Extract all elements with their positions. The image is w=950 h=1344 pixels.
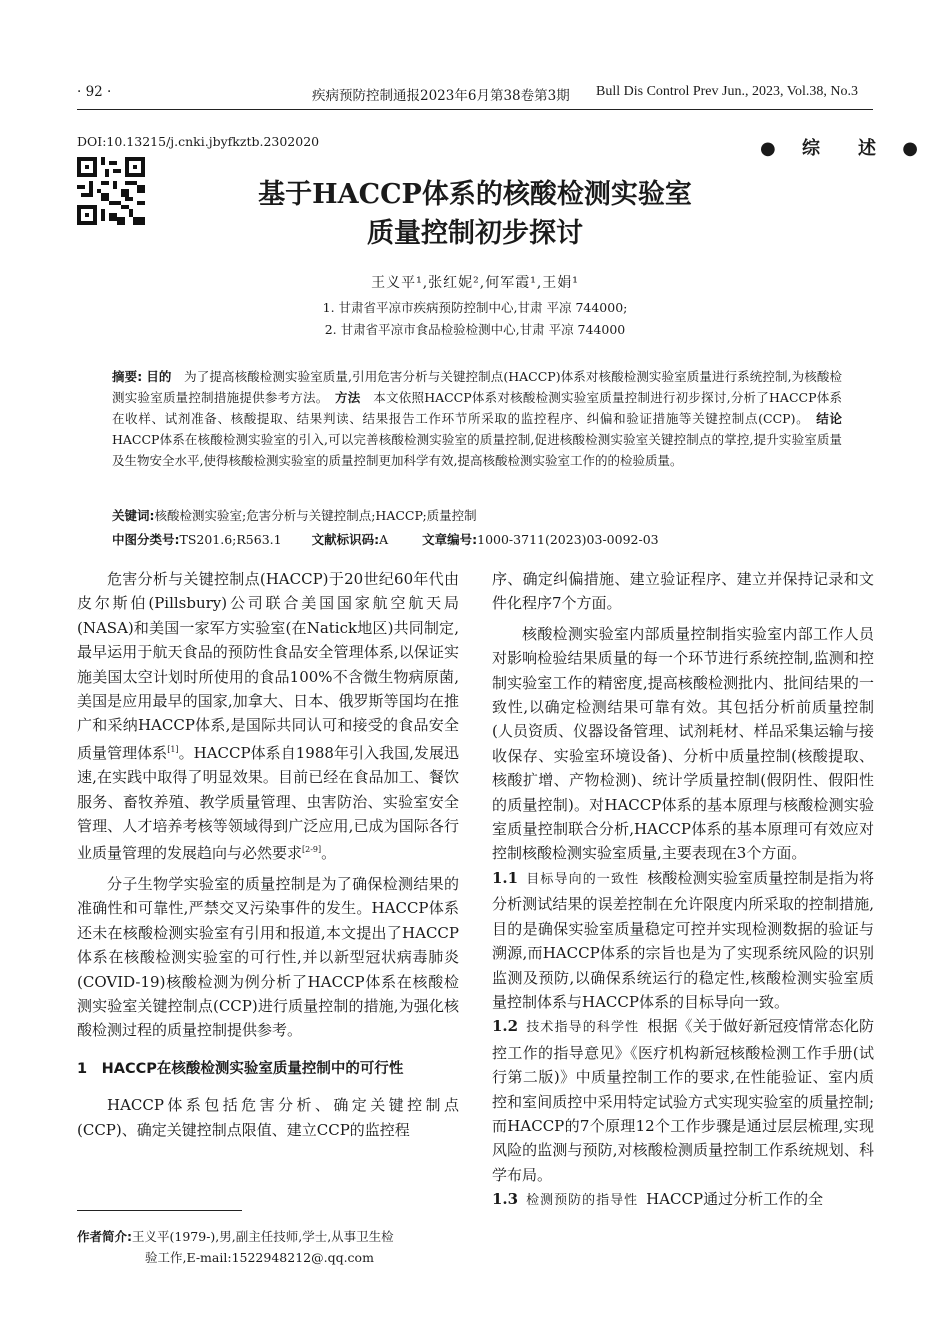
method-label: 方法	[335, 390, 361, 405]
keywords-label: 关键词:	[112, 508, 155, 523]
abstract-label: 摘要:	[112, 369, 143, 384]
subsection-1-1: 1.1 目标导向的一致性 核酸检测实验室质量控制是指为将分析测试结果的误差控制在允许限度内所采取的控制措施,目的是确保实验室质量稳定可控并实现检测数据的验证与溯源,而HACCP体系的宗旨也是为了实现系统风险的识别监测及预防,以确保系统运行的稳定性,核酸检测实验室质量控制体系与HACCP体系的目标导向一致。	[492, 868, 874, 1011]
classification-row	[112, 530, 842, 548]
subsection-1-2: 1.2 技术指导的科学性 根据《关于做好新冠疫情常态化防控工作的指导意见》《医疗机构新冠核酸检测工作手册(试行第二版)》中质量控制工作的要求,在性能验证、室内质控和室间质控中采用特定试验方式实现实验室的质量控制;而HACCP的7个原理12个工作步骤是通过层层梳理,实现风险的监测与预防,对核酸检测质量控制工作系统规划、科学布局。	[492, 1017, 874, 1184]
header-rule	[77, 109, 873, 110]
abstract	[112, 366, 842, 471]
footnote-rule	[77, 1210, 242, 1211]
paragraph: 分子生物学实验室的质量控制是为了确保检测结果的准确性和可靠性,严禁交叉污染事件的发生。HACCP体系还未在核酸检测实验室有引用和报道,本文提出了HACCP体系在核酸检测实验室的可行性,并以新型冠状病毒肺炎(COVID-19)核酸检测为例分析了HACCP体系在核酸检测实验室关键控制点(CCP)进行质量控制的措施,为强化核酸检测过程的质量控制提供参考。	[77, 874, 459, 1040]
article-number-label: 文章编号:	[422, 532, 478, 547]
affiliation-2: 2. 甘肃省平凉市食品检验检测中心,甘肃 平凉 744000	[324, 322, 626, 337]
qr-code-icon[interactable]	[77, 157, 145, 225]
subsection-title: 检测预防的指导性	[526, 1193, 639, 1209]
subsection-number: 1.3	[492, 1190, 519, 1209]
keywords-value: 核酸检测实验室;危害分析与关键控制点;HACCP;质量控制	[154, 508, 477, 523]
subsection-1-3: 1.3 检测预防的指导性 HACCP通过分析工作的全	[492, 1190, 824, 1209]
title-line-1: 基于HACCP体系的核酸检测实验室	[258, 179, 692, 210]
subsection-number: 1.1	[492, 868, 519, 887]
clc-value: TS201.6;R563.1	[179, 532, 282, 547]
doc-code-label: 文献标识码:	[311, 532, 380, 547]
column-mark: ● 综 述 ●	[760, 138, 928, 159]
subsection-title: 目标导向的一致性	[526, 871, 640, 887]
page-number: · 92 ·	[77, 84, 112, 100]
keywords	[112, 506, 842, 524]
author-bio-footnote: 作者简介:王义平(1979-),男,副主任技师,学士,从事卫生检 验工作,E-mail:1522948212@.qq.com	[77, 1229, 394, 1265]
paragraph: 序、确定纠偏措施、建立验证程序、建立并保持记录和文件化程序7个方面。	[492, 570, 874, 613]
citation[interactable]: [1]	[167, 744, 179, 754]
subsection-number: 1.2	[492, 1017, 519, 1036]
article-number-value: 1000-3711(2023)03-0092-03	[477, 532, 659, 547]
clc-label: 中图分类号:	[112, 532, 180, 547]
title-line-2: 质量控制初步探讨	[367, 218, 583, 249]
doc-code-value: A	[379, 532, 389, 547]
abstract-method: 本文依照HACCP体系对核酸检测实验室质量控制进行初步探讨,分析了HACCP体系在收样、试剂准备、核酸提取、结果判读、结果报告工作环节所采取的监控程序、纠偏和验证措施等关键控制点(CCP)。	[112, 390, 842, 426]
paragraph: HACCP体系包括危害分析、确定关键控制点(CCP)、确定关键控制点限值、建立CCP的监控程	[77, 1096, 459, 1139]
right-column	[492, 567, 874, 1214]
paragraph: 危害分析与关键控制点(HACCP)于20世纪60年代由皮尔斯伯(Pillsbury)公司联合美国国家航空航天局(NASA)和美国一家军方实验室(在Natick地区)共同制定,最早运用于航天食品的预防性食品安全管理体系,以保证实施美国太空计划时所使用的食品100%不含微生物病原菌,美国是应用最早的国家,加拿大、日本、俄罗斯等国均在推广和采纳HACCP体系,是国际共同认可和接受的食品安全质量管理体系[1]。HACCP体系自1988年引入我国,发展迅速,在实践中取得了明显效果。目前已经在食品加工、餐饮服务、畜牧养殖、教学质量管理、虫害防治、实验室安全管理、人才培养考核等领域得到广泛应用,已成为国际各行业质量管理的发展趋向与必然要求[2-9]。	[77, 570, 459, 863]
footnote-label: 作者简介:	[77, 1229, 132, 1244]
affiliation-1: 1. 甘肃省平凉市疾病预防控制中心,甘肃 平凉 744000;	[322, 300, 628, 315]
abstract-conclusion: HACCP体系在核酸检测实验室的引入,可以完善核酸检测实验室的质量控制,促进核酸检测实验室关键控制点的掌控,提升实验室质量及生物安全水平,使得核酸检测实验室的质量控制更加科学有效,提高核酸检测实验室工作的的检验质量。	[112, 432, 842, 468]
journal-name-cn: 疾病预防控制通报2023年6月第38卷第3期	[312, 88, 570, 104]
subsection-title: 技术指导的科学性	[526, 1020, 640, 1036]
objective-label: 目的	[146, 369, 172, 384]
doi: DOI:10.13215/j.cnki.jbyfkztb.2302020	[77, 134, 320, 149]
paragraph: 核酸检测实验室内部质量控制指实验室内部工作人员对影响检验结果质量的每一个环节进行系统控制,监测和控制实验室工作的精密度,提高核酸检测批内、批间结果的一致性,以确定检测结果可靠有效。其包括分析前质量控制(人员资质、仪器设备管理、试剂耗材、样品采集运输与接收保存、实验室环境设备)、分析中质量控制(核酸提取、核酸扩增、产物检测)、统计学质量控制(假阴性、假阳性的质量控制)。对HACCP体系的基本原理与核酸检测实验室质量控制联合分析,HACCP体系的基本原理可有效应对控制核酸检测实验室质量,主要表现在3个方面。	[492, 624, 874, 863]
left-column	[77, 567, 459, 1142]
abstract-objective: 为了提高核酸检测实验室质量,引用危害分析与关键控制点(HACCP)体系对核酸检测实验室质量进行系统控制,为核酸检测实验室质量控制措施提供参考方法。	[112, 369, 842, 405]
journal-name-en: Bull Dis Control Prev Jun., 2023, Vol.38, No.3	[596, 84, 859, 99]
conclusion-label: 结论	[816, 411, 842, 426]
section-heading-1: 1 HACCP在核酸检测实验室质量控制中的可行性	[77, 1060, 404, 1077]
authors: 王义平¹,张红妮²,何军霞¹,王娟¹	[371, 275, 579, 291]
citation[interactable]: [2-9]	[302, 845, 322, 855]
